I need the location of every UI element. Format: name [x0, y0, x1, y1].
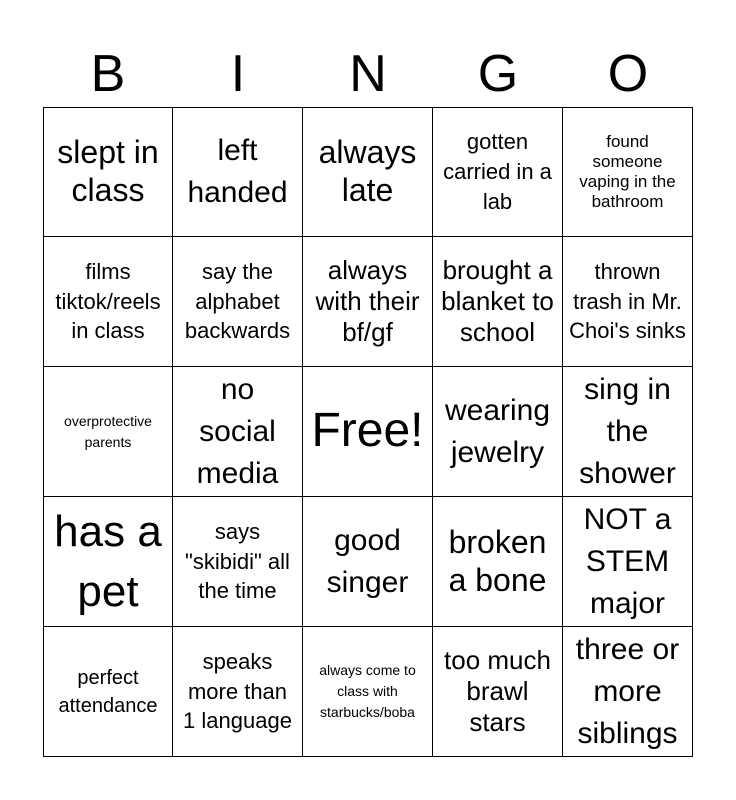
bingo-cell[interactable] — [303, 237, 433, 367]
bingo-cell[interactable] — [43, 627, 173, 757]
bingo-cell-text: no social media — [196, 372, 279, 490]
bingo-cell[interactable] — [563, 107, 693, 237]
bingo-cell-text: gotten carried in a lab — [443, 129, 552, 214]
bingo-cell-text: speaks more than 1 language — [183, 648, 292, 734]
bingo-cell[interactable] — [433, 237, 563, 367]
bingo-cell[interactable] — [563, 367, 693, 497]
bingo-cell[interactable] — [563, 497, 693, 627]
bingo-cell[interactable] — [173, 497, 303, 627]
header-letter-o: O — [607, 45, 649, 103]
bingo-cell-text: overprotective parents — [64, 412, 152, 450]
bingo-cell[interactable] — [303, 627, 433, 757]
bingo-cell[interactable] — [173, 107, 303, 237]
bingo-cell-text: brought a blanket to school — [441, 255, 554, 347]
bingo-cell[interactable] — [43, 497, 173, 627]
bingo-cell[interactable] — [173, 237, 303, 367]
bingo-cell[interactable] — [43, 237, 173, 367]
bingo-cell-text: three or more siblings — [575, 632, 680, 750]
free-space-cell[interactable] — [303, 367, 433, 497]
header-letter-i: I — [230, 45, 246, 103]
bingo-cell[interactable] — [43, 367, 173, 497]
bingo-cell[interactable] — [433, 497, 563, 627]
bingo-cell-text: slept in class — [57, 134, 159, 208]
bingo-cell-text: always late — [318, 134, 417, 208]
bingo-cell[interactable] — [173, 367, 303, 497]
bingo-cell[interactable] — [43, 107, 173, 237]
bingo-cell-text: NOT a STEM major — [583, 502, 672, 620]
bingo-cell[interactable] — [303, 497, 433, 627]
header-letter-g: G — [477, 45, 519, 103]
bingo-cell-text: always come to class with starbucks/boba — [319, 662, 416, 720]
bingo-cell-text: thrown trash in Mr. Choi's sinks — [569, 258, 686, 344]
bingo-cell-text: too much brawl stars — [444, 645, 551, 737]
bingo-cell-text: says "skibidi" all the time — [185, 518, 290, 604]
bingo-cell-text: has a pet — [54, 507, 162, 616]
bingo-cell-text: Free! — [311, 404, 424, 458]
bingo-header — [43, 44, 693, 104]
header-letter-b: B — [90, 45, 126, 103]
bingo-cell[interactable] — [173, 627, 303, 757]
bingo-cell-text: found someone vaping in the bathroom — [579, 131, 676, 212]
bingo-cell-text: broken a bone — [448, 523, 547, 598]
bingo-cell[interactable] — [433, 627, 563, 757]
bingo-cell[interactable] — [433, 107, 563, 237]
bingo-cell[interactable] — [303, 107, 433, 237]
bingo-cell-text: films tiktok/reels in class — [55, 258, 161, 344]
bingo-cell-text: perfect attendance — [58, 666, 158, 717]
bingo-cell[interactable] — [433, 367, 563, 497]
header-letter-n: N — [349, 45, 387, 103]
bingo-cell-text: left handed — [187, 134, 288, 209]
bingo-cell-text: wearing jewelry — [444, 393, 551, 469]
bingo-cell-text: sing in the shower — [579, 372, 676, 490]
bingo-board — [43, 107, 693, 757]
bingo-cell[interactable] — [563, 237, 693, 367]
bingo-cell-text: good singer — [326, 523, 409, 599]
bingo-cell[interactable] — [563, 627, 693, 757]
bingo-cell-text: say the alphabet backwards — [184, 258, 291, 344]
bingo-cell-text: always with their bf/gf — [315, 255, 420, 347]
